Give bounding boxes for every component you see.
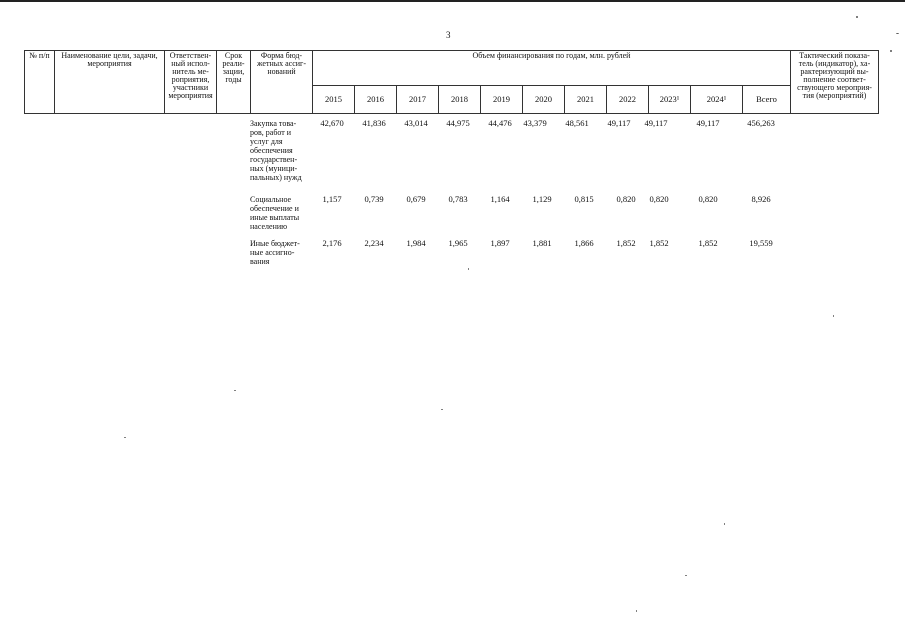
page-number: 3 [446, 30, 451, 40]
value-cell: 0,739 [364, 194, 384, 204]
header-year: 2022 [607, 85, 649, 113]
value-cell-total: 8,926 [751, 194, 771, 204]
value-cell: 0,679 [406, 194, 426, 204]
header-name: Наименование цели, задачи, мероприятия [55, 51, 165, 114]
header-responsible: Ответствен- ный испол- нитель ме- роприятия, участники мероприятия [165, 51, 217, 114]
value-cell: 0,815 [574, 194, 594, 204]
value-cell: 48,561 [565, 118, 589, 128]
header-num: № п/п [25, 51, 55, 114]
scan-speck [685, 575, 687, 576]
value-cell: 43,379 [523, 118, 547, 128]
scan-speck [124, 437, 126, 438]
value-cell: 44,476 [488, 118, 512, 128]
value-cell: 1,965 [448, 238, 468, 248]
value-cell: 0,820 [616, 194, 636, 204]
table-header [24, 50, 879, 114]
scan-speck [856, 16, 858, 18]
header-form: Форма бюд- жетных ассиг- нований [251, 51, 313, 114]
value-cell-total: 456,263 [747, 118, 775, 128]
header-year: 2016 [355, 85, 397, 113]
value-cell: 41,836 [362, 118, 386, 128]
budget-form-label: Закупка това- ров, работ и услуг для обеспечения государствен- ных (муници- пальных) нужд [250, 119, 302, 182]
value-cell: 49,117 [644, 118, 668, 128]
value-cell: 1,852 [698, 238, 718, 248]
budget-form-label: Социальное обеспечение и иные выплаты населению [250, 195, 300, 231]
value-cell: 1,164 [490, 194, 510, 204]
value-cell: 0,783 [448, 194, 468, 204]
scan-speck [468, 268, 469, 270]
header-funding: Объем финансирования по годам, млн. рублей [313, 51, 791, 86]
page-top-border [0, 0, 905, 2]
scan-speck [636, 610, 637, 612]
scan-speck [724, 523, 725, 525]
budget-form-label: Иные бюджет- ные ассигно- вания [250, 239, 300, 266]
value-cell: 49,117 [696, 118, 720, 128]
value-cell: 1,157 [322, 194, 342, 204]
value-cell: 0,820 [649, 194, 669, 204]
scan-speck [833, 315, 834, 317]
scan-speck [896, 33, 899, 34]
value-cell: 1,897 [490, 238, 510, 248]
value-cell: 1,866 [574, 238, 594, 248]
header-year: 2017 [397, 85, 439, 113]
header-term: Срок реали- зации, годы [217, 51, 251, 114]
header-year: 2019 [481, 85, 523, 113]
value-cell: 42,670 [320, 118, 344, 128]
value-cell: 1,129 [532, 194, 552, 204]
value-cell: 44,975 [446, 118, 470, 128]
scan-speck [441, 409, 443, 410]
header-year: 2021 [565, 85, 607, 113]
value-cell-total: 19,559 [749, 238, 773, 248]
header-year: 2023¹ [649, 85, 691, 113]
value-cell: 0,820 [698, 194, 718, 204]
header-year: 2018 [439, 85, 481, 113]
header-year-total: Всего [743, 85, 791, 113]
value-cell: 49,117 [607, 118, 631, 128]
value-cell: 1,984 [406, 238, 426, 248]
value-cell: 1,881 [532, 238, 552, 248]
scan-speck [234, 390, 236, 391]
header-indicator: Тактический показа- тель (индикатор), ха- рактеризующий вы- полнение соответ- ствующего мероприя- тия (мероприятий) [791, 51, 879, 114]
header-year: 2020 [523, 85, 565, 113]
scan-speck [890, 50, 892, 52]
value-cell: 1,852 [649, 238, 669, 248]
header-year: 2024¹ [691, 85, 743, 113]
value-cell: 2,234 [364, 238, 384, 248]
value-cell: 1,852 [616, 238, 636, 248]
header-year: 2015 [313, 85, 355, 113]
value-cell: 43,014 [404, 118, 428, 128]
value-cell: 2,176 [322, 238, 342, 248]
